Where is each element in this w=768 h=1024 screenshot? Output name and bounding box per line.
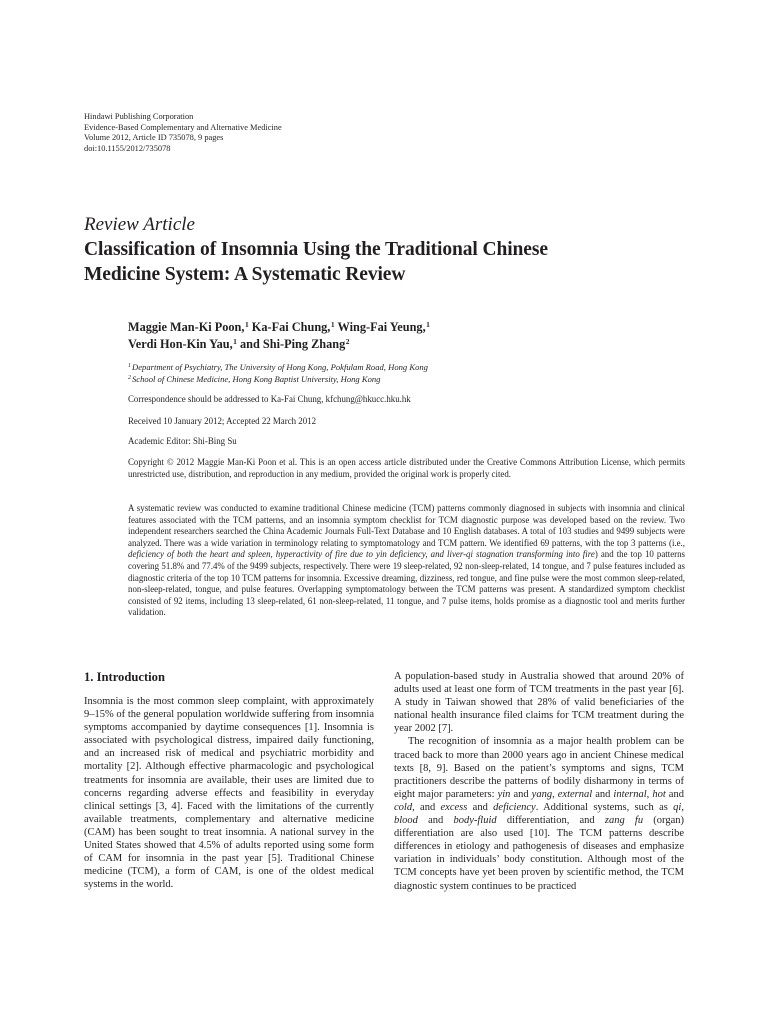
right-column	[394, 670, 684, 893]
left-column	[84, 695, 374, 891]
author-name: Verdi Hon-Kin Yau,	[128, 336, 233, 351]
text-run: ,	[552, 788, 558, 800]
affiliation-2	[128, 374, 688, 386]
text-run: and	[592, 788, 614, 800]
title-line-2: Medicine System: A Systematic Review	[84, 263, 406, 285]
italic-term: yang	[531, 788, 553, 800]
volume-line: Volume 2012, Article ID 735078, 9 pages	[84, 133, 224, 143]
affiliations	[128, 362, 688, 385]
affiliation-text: Department of Psychiatry, The University of Hong Kong, Pokfulam Road, Hong Kong	[132, 362, 428, 372]
text-run: and	[467, 801, 494, 813]
title-line-1: Classification of Insomnia Using the Traditional Chinese	[84, 239, 548, 260]
author-affiliation-mark: 1	[426, 320, 430, 329]
author-name: Maggie Man-Ki Poon,	[128, 320, 245, 334]
text-run: differentiation, and	[496, 815, 605, 827]
publisher-line: Hindawi Publishing Corporation	[84, 112, 194, 121]
text-run: (organ) differentiation are also used [10]. The TCM patterns describe differences in etiology and pathogenesis of diseases and emphasize variation in individuals’ body constitution. Although most of the TCM concepts have yet been proven by scientific method, the TCM diagnostic system continues to be practiced	[394, 815, 684, 892]
text-run: and	[417, 815, 454, 827]
italic-term: yin	[497, 788, 511, 800]
abstract-text: ) and the top 10 patterns covering 51.8% and 77.4% of the 9499 subjects, respectively. There were 19 sleep-related, 92 non-sleep-related, 14 tongue, and 7 pulse features included as diagnostic criteria of the top 10 TCM patterns for insomnia. Excessive dreaming, dizziness, red tongue, and fine pulse were the most common sleep-related, non-sleep-related, tongue, and pulse features. Overlapping symptomatology between the TCM patterns was present. A standardized symptom checklist consisted of 92 items, including 13 sleep-related, 61 non-sleep-related, 11 tongue, and 7 pulse items, holds promise as a diagnostic tool and merits further validation.	[128, 549, 685, 618]
affiliation-mark: 1	[128, 363, 131, 369]
abstract	[128, 503, 685, 619]
affiliation-1	[128, 362, 688, 374]
author-name: Ka-Fai Chung,	[251, 320, 331, 334]
intro-paragraph	[394, 735, 684, 892]
affiliation-text: School of Chinese Medicine, Hong Kong Baptist University, Hong Kong	[132, 373, 381, 384]
italic-term: qi	[673, 801, 682, 813]
italic-term: excess	[440, 801, 468, 813]
text-run: ,	[646, 788, 653, 800]
article-title	[84, 238, 684, 287]
italic-term: zang fu	[604, 815, 644, 827]
doi-line: doi:10.1155/2012/735078	[84, 143, 171, 153]
author-name: and Shi-Ping Zhang	[240, 336, 346, 351]
text-run: The recognition of insomnia as a major health problem can be traced back to more than 2000 years ago in ancient Chinese medical texts [8, 9]. Based on the patient’s symptoms and signs, TCM practitioners describe the patterns of bodily disharmony in terms of eight major parameters:	[394, 736, 684, 800]
author-affiliation-mark: 2	[345, 336, 350, 346]
italic-term: hot	[652, 788, 666, 800]
correspondence-line: Correspondence should be addressed to Ka-Fai Chung, kfchung@hkucc.hku.hk	[128, 394, 411, 404]
intro-paragraph: Insomnia is the most common sleep complaint, with approximately 9–15% of the general population worldwide suffering from insomnia symptoms accompanied by daytime consequences [1]. Insomnia is associated with psychological distress, impaired daily functioning, and an increased risk of medical and psychiatric morbidity and mortality [2]. Although effective pharmacologic and psychological treatments for insomnia are available, their uses are limited due to concerns regarding adverse effects and feasibility in everyday clinical settings [3, 4]. Faced with the limitations of the currently available treatments, complementary and alternative medicine (CAM) has been sought to treat insomnia. A national survey in the United States showed that 4.5% of adults reported using some form of CAM for insomnia in the past year [5]. Traditional Chinese medicine (TCM), a form of CAM, is one of the oldest medical systems in the world.	[84, 696, 374, 891]
received-dates: Received 10 January 2012; Accepted 22 March 2012	[128, 416, 317, 426]
intro-paragraph: A population-based study in Australia showed that around 20% of adults used at least one form of TCM treatments in the past year [6]. A study in Taiwan showed that 28% of valid beneficiaries of the national health insurance filed claims for TCM treatment during the year 2002 [7].	[394, 671, 684, 735]
abstract-italic-patterns: deficiency of both the heart and spleen, hyperactivity of fire due to yin deficiency, and liver-qi stagnation transforming into fire	[128, 549, 595, 560]
author-affiliation-mark: 1	[233, 336, 237, 346]
section-heading: 1. Introduction	[84, 670, 165, 684]
text-run: and	[665, 788, 684, 800]
author-name: Wing-Fai Yeung,	[337, 320, 426, 334]
text-run: , and	[412, 801, 441, 813]
italic-term: external	[557, 788, 593, 800]
academic-editor: Academic Editor: Shi-Bing Su	[128, 436, 237, 446]
text-run: and	[510, 788, 532, 800]
italic-term: cold	[394, 801, 413, 813]
affiliation-mark: 2	[128, 374, 131, 381]
text-run: ,	[681, 801, 684, 813]
author-affiliation-mark: 1	[330, 320, 335, 329]
author-affiliation-mark: 1	[244, 320, 249, 329]
journal-header	[84, 112, 282, 154]
article-type: Review Article	[84, 214, 195, 235]
italic-term: internal	[613, 788, 647, 800]
italic-term: blood	[394, 815, 418, 827]
copyright-notice: Copyright © 2012 Maggie Man-Ki Poon et al. This is an open access article distributed under the Creative Commons Attribution License, which permits unrestricted use, distribution, and reproduction in any medium, provided the original work is properly cited.	[128, 457, 685, 479]
italic-term: body-fluid	[453, 815, 497, 827]
author-list	[128, 319, 688, 352]
italic-term: deficiency	[493, 801, 536, 813]
abstract-text: A systematic review was conducted to examine traditional Chinese medicine (TCM) patterns commonly diagnosed in subjects with insomnia and clinical features associated with the TCM patterns, and an insomnia symptom checklist for TCM diagnostic purpose was developed based on the review. Two independent researchers searched the China Academic Journals Full-Text Database and 10 English databases. A total of 103 studies and 9499 subjects were analyzed. There was a wide variation in terminology relating to symptomatology and TCM pattern. We identified 69 patterns, with the top 3 patterns (i.e.,	[128, 503, 685, 548]
journal-line: Evidence-Based Complementary and Alternative Medicine	[84, 122, 282, 132]
text-run: . Additional systems, such as	[535, 801, 674, 813]
